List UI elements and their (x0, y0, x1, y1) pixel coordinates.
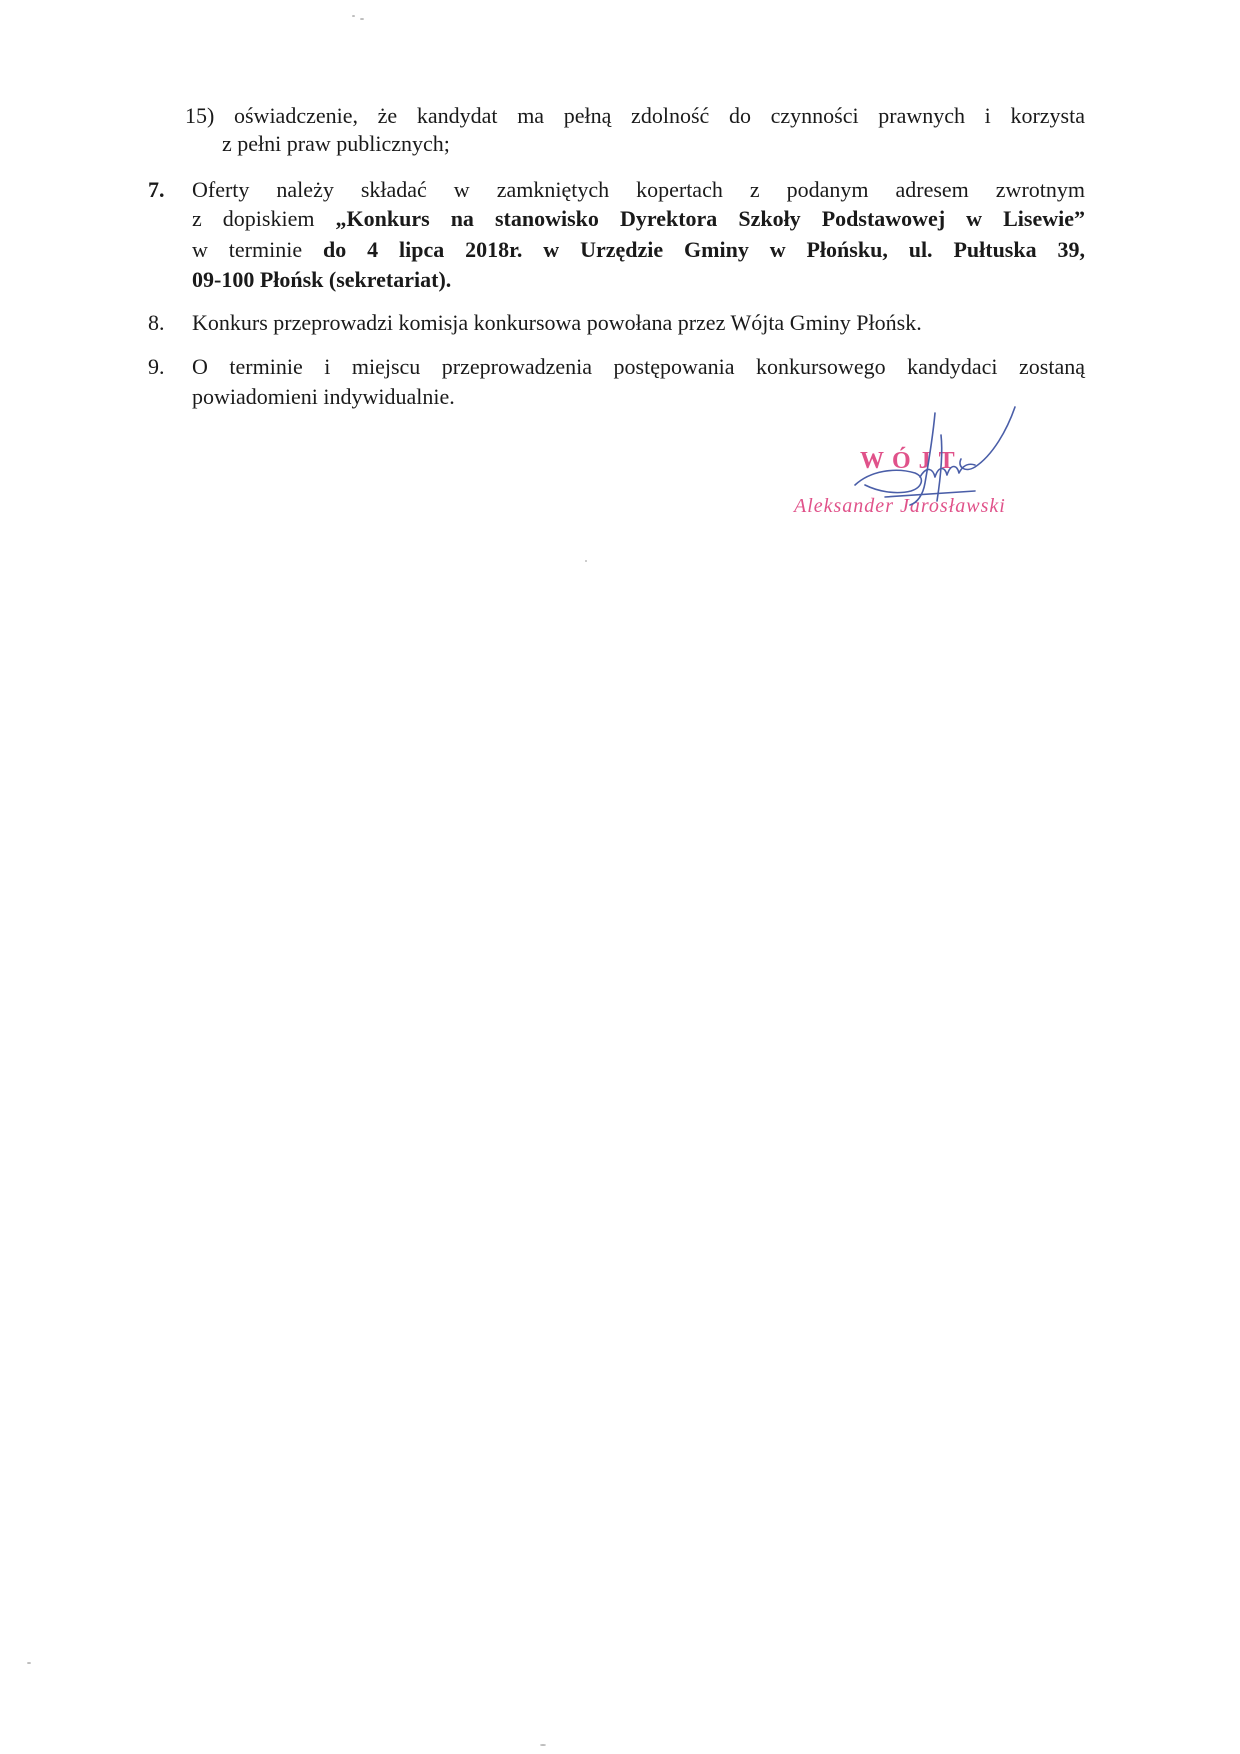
stamp-title: WÓJT (860, 448, 963, 474)
list-item-9-line-2: powiadomieni indywidualnie. (192, 384, 455, 409)
list-item-15-line-1: 15) oświadczenie, że kandydat ma pełną zdolność do czynności prawnych i korzysta (185, 103, 1085, 128)
list-item-7-line-3 (192, 235, 1085, 265)
scan-speck (27, 1662, 31, 1664)
list-item-9-number: 9. (148, 354, 165, 379)
stamp-name: Aleksander Jarosławski (794, 495, 1006, 517)
scan-speck (360, 18, 364, 20)
list-item-8-number: 8. (148, 310, 165, 335)
list-item-7-line-1: Oferty należy składać w zamkniętych kopertach z podanym adresem zwrotnym (192, 177, 1085, 202)
scan-speck (585, 560, 587, 562)
handwritten-signature (825, 405, 1025, 520)
scan-speck (352, 15, 355, 17)
list-item-9-line-1: O terminie i miejscu przeprowadzenia postępowania konkursowego kandydaci zostaną (192, 354, 1085, 379)
list-item-15-line-2: z pełni praw publicznych; (222, 131, 450, 156)
list-item-7-number: 7. (148, 177, 165, 202)
list-item-7-competition-title: „Konkurs na stanowisko Dyrektora Szkoły Podstawowej w Lisewie” (335, 206, 1085, 231)
scan-speck (540, 1744, 546, 1746)
list-item-7-line-3-prefix: w terminie (192, 237, 323, 262)
list-item-8-text: Konkurs przeprowadzi komisja konkursowa powołana przez Wójta Gminy Płońsk. (192, 310, 922, 335)
list-item-7-address: 09-100 Płońsk (sekretariat). (192, 267, 452, 292)
list-item-7-line-2-prefix: z dopiskiem (192, 206, 336, 231)
list-item-7-deadline: do 4 lipca 2018r. w Urzędzie Gminy w Płońsku, ul. Pułtuska 39, (323, 237, 1085, 262)
list-item-7-line-2 (192, 204, 1085, 234)
